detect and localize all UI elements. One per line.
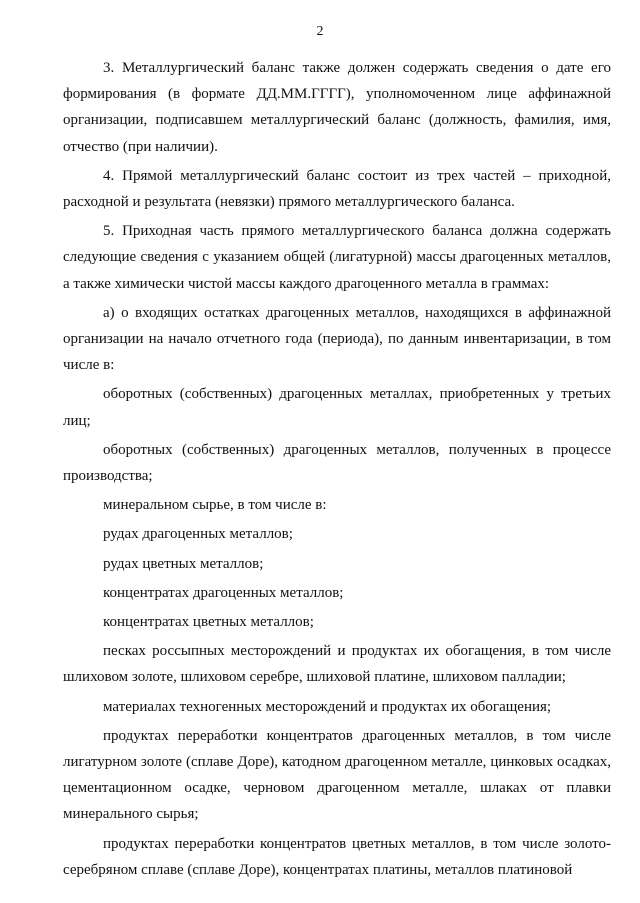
list-item: оборотных (собственных) драгоценных металлах, приобретенных у третьих лиц; (63, 386, 611, 429)
list-item: концентратах драгоценных металлов; (103, 584, 344, 601)
paragraph-4: 4. Прямой металлургический баланс состоит из трех частей – приходной, расходной и результата (невязки) прямого металлургического баланса. (63, 167, 611, 211)
page-number: 2 (316, 24, 324, 39)
list-item: минеральном сырье, в том числе в: (103, 497, 327, 514)
paragraph-3: 3. Металлургический баланс также должен содержать сведения о дате его формирования (в формате ДД.ММ.ГГГГ), уполномоченном лице аффинажной организации, подписавшем металлургический баланс (должность, фамилия, имя, отчество (при наличии). (63, 60, 611, 155)
list-item: рудах цветных металлов; (103, 555, 264, 572)
paragraph-5: 5. Приходная часть прямого металлургического баланса должна содержать следующие сведения с указанием общей (лигатурной) массы драгоценных металлов, а также химически чистой массы каждого драгоценного металла в граммах: (63, 223, 611, 292)
document-body (63, 55, 611, 883)
list-item: рудах драгоценных металлов; (103, 526, 293, 543)
list-item: продуктах переработки концентратов драгоценных металлов, в том числе лигатурном золоте (сплаве Доре), катодном драгоценном металле, цинковых осадках, цементационном осадке, черновом драгоценном металле, шлаках от плавки минерального сырья; (63, 727, 611, 823)
list-item: песках россыпных месторождений и продуктах их обогащения, в том числе шлиховом золоте, шлиховом серебре, шлиховой платине, шлиховом палладии; (63, 643, 611, 686)
list-item: концентратах цветных металлов; (103, 614, 314, 631)
paragraph-5a: а) о входящих остатках драгоценных металлов, находящихся в аффинажной организации на начало отчетного года (периода), по данным инвентаризации, в том числе в: (63, 304, 611, 374)
list-item: материалах техногенных месторождений и продуктах их обогащения; (103, 698, 552, 715)
list-item: оборотных (собственных) драгоценных металлов, полученных в процессе производства; (63, 441, 611, 485)
list-item: продуктах переработки концентратов цветных металлов, в том числе золото-серебряном сплаве (сплаве Доре), концентратах платины, металлов платиновой (63, 835, 611, 878)
